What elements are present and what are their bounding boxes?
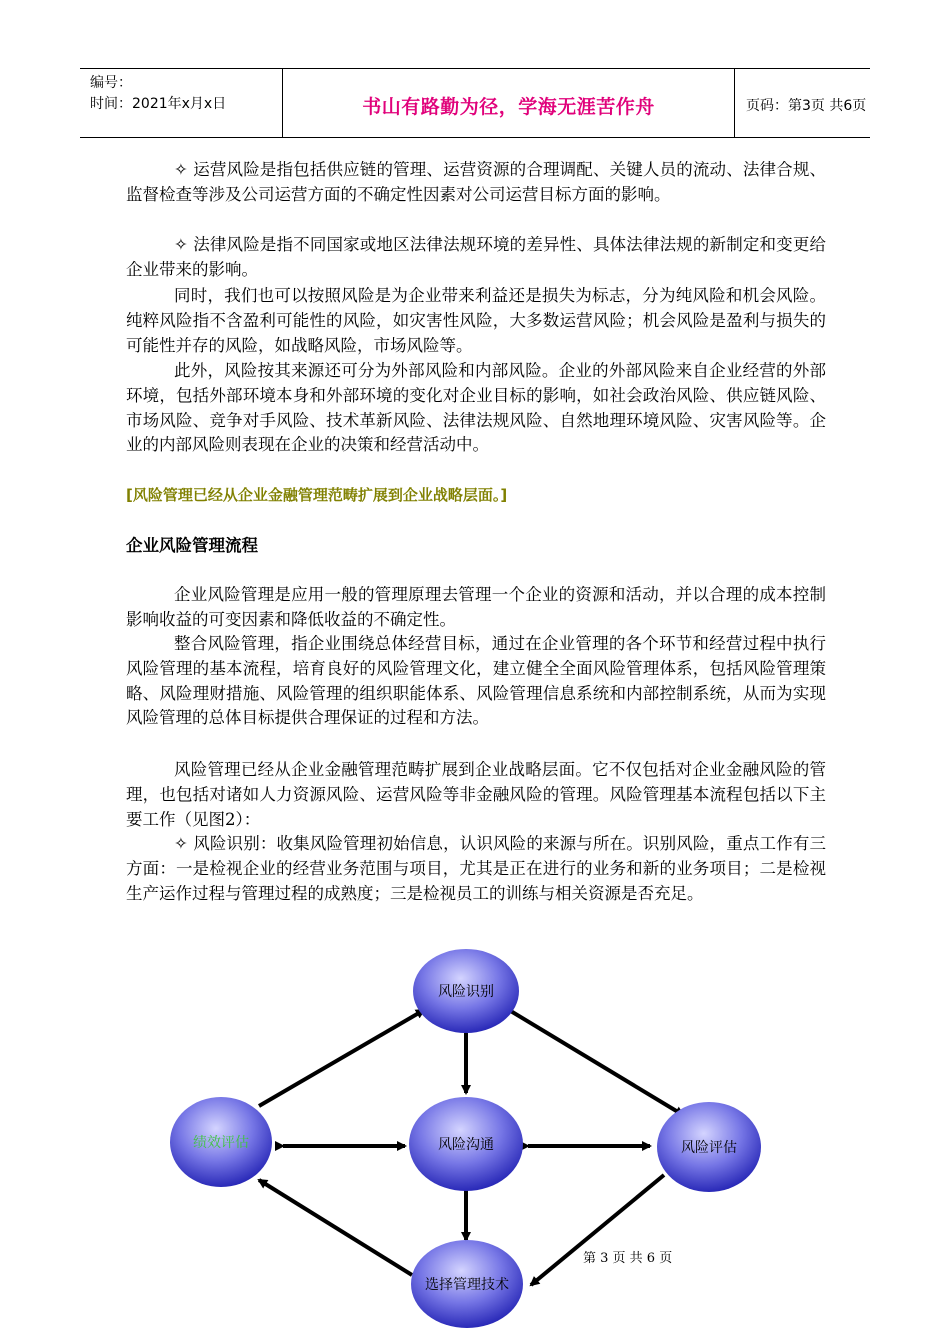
motto: 书山有路勤为径，学海无涯苦作舟 xyxy=(362,96,655,118)
node-communicate-label: 风险沟通 xyxy=(438,1137,494,1153)
highlight-note: [风险管理已经从企业金融管理范畴扩展到企业战略层面。] xyxy=(126,486,508,504)
paragraph-integrated-risk: 整合风险管理，指企业围绕总体经营目标，通过在企业管理的各个环节和经营过程中执行风险管理的基本流程，培育良好的风险管理文化，建立健全全面风险管理体系，包括风险管理策略、风险理财措施、风险管理的组织职能体系、风险管理信息系统和内部控制系统，从而为实现风险管理的总体目标提供合理保证的过程和方法。 xyxy=(126,634,826,728)
paragraph-pure-opportunity-risk: 同时，我们也可以按照风险是为企业带来利益还是损失为标志，分为纯风险和机会风险。纯粹风险指不含盈利可能性的风险，如灾害性风险，大多数运营风险；机会风险是盈利与损失的可能性并存的风险，如战略风险，市场风险等。 xyxy=(126,286,826,355)
paragraph-erm-definition: 企业风险管理是应用一般的管理原理去管理一个企业的资源和活动，并以合理的成本控制影响收益的可变因素和降低收益的不确定性。 xyxy=(126,585,826,629)
node-identify-label: 风险识别 xyxy=(438,984,494,1000)
node-assess-label: 风险评估 xyxy=(681,1140,737,1156)
node-communicate xyxy=(409,1097,523,1191)
arrow-identify-to-assess xyxy=(509,1010,683,1115)
number-label: 编号： xyxy=(90,75,132,91)
arrow-assess-to-select xyxy=(531,1175,664,1285)
node-assess xyxy=(657,1102,761,1192)
node-evaluate-label: 绩效评估 xyxy=(193,1135,249,1151)
section-heading: 企业风险管理流程 xyxy=(126,536,258,555)
node-evaluate xyxy=(170,1097,272,1187)
node-identify xyxy=(413,949,519,1033)
paragraph-operational-risk: ✧ 运营风险是指包括供应链的管理、运营资源的合理调配、关键人员的流动、法律合规、监督检查等涉及公司运营方面的不确定性因素对公司运营目标方面的影响。 xyxy=(126,160,826,204)
node-select xyxy=(411,1240,523,1328)
paragraph-legal-risk: ✧ 法律风险是指不同国家或地区法律法规环境的差异性、具体法律法规的新制定和变更给企业带来的影响。 xyxy=(126,235,826,279)
time-label: 时间：2021年x月x日 xyxy=(90,96,227,112)
paragraph-risk-identification: ✧ 风险识别：收集风险管理初始信息，认识风险的来源与所在。识别风险，重点工作有三方面：一是检视企业的经营业务范围与项目，尤其是正在进行的业务和新的业务项目；二是检视生产运作过程与管理过程的成熟度；三是检视员工的训练与相关资源是否充足。 xyxy=(126,834,826,903)
paragraph-basic-process: 风险管理已经从企业金融管理范畴扩展到企业战略层面。它不仅包括对企业金融风险的管理，也包括对诸如人力资源风险、运营风险等非金融风险的管理。风险管理基本流程包括以下主要工作（见图2）： xyxy=(126,760,826,829)
arrow-evaluate-to-identify xyxy=(259,1010,424,1106)
paragraph-external-internal-risk: 此外，风险按其来源还可分为外部风险和内部风险。企业的外部风险来自企业经营的外部环境，包括外部环境本身和外部环境的变化对企业目标的影响，如社会政治风险、供应链风险、市场风险、竞争对手风险、技术革新风险、法律法规风险、自然地理环境风险、灾害风险等。企业的内部风险则表现在企业的决策和经营活动中。 xyxy=(126,361,826,455)
page-number-label: 页码：第3页 共6页 xyxy=(746,98,867,114)
arrow-select-to-evaluate xyxy=(259,1180,412,1275)
page-footer: 第 3 页 共 6 页 xyxy=(583,1251,673,1266)
node-select-label: 选择管理技术 xyxy=(425,1277,509,1293)
